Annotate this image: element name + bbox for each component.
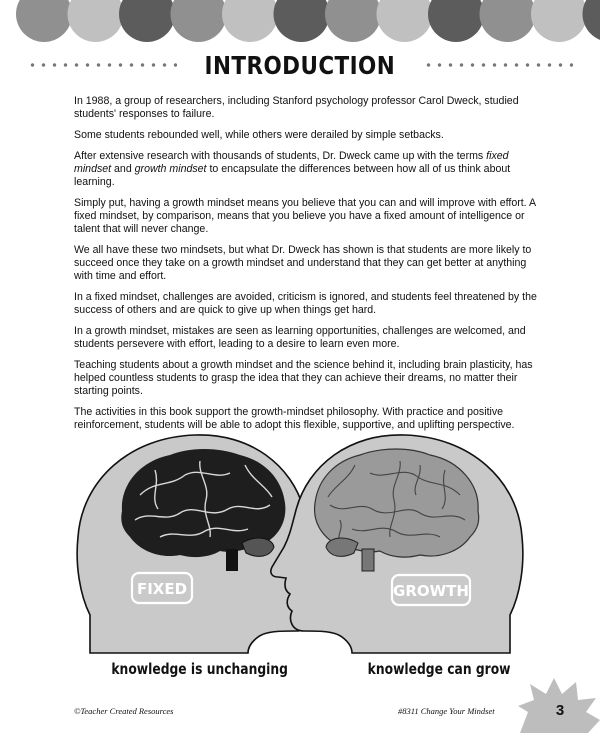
paragraph: In a fixed mindset, challenges are avoided, criticism is ignored, and students feel threatened by the success of others and are quick to give up when things get hard.: [74, 291, 537, 316]
header-circle: [222, 0, 278, 42]
header-circle: [171, 0, 227, 42]
header-circles: [0, 0, 600, 44]
paragraph: Simply put, having a growth mindset means you believe that you can and will improve with effort. A fixed mindset, by comparison, means that you believe you have a fixed amount of intelligence or talent that will never change.: [74, 197, 536, 235]
header-circle: [531, 0, 587, 42]
title-row: [0, 50, 600, 80]
growth-cerebellum: [326, 538, 358, 556]
paragraph: Teaching students about a growth mindset and the science behind it, including brain plasticity, has helped countless students to grasp the idea that they can achieve their dreams, no matter their starting points.: [74, 359, 533, 397]
growth-label: GROWTH: [393, 582, 469, 600]
header-circle: [16, 0, 72, 42]
header-circle: [377, 0, 433, 42]
paragraph: In 1988, a group of researchers, including Stanford psychology professor Carol Dweck, studied students' responses to failure.: [74, 95, 519, 120]
header-circle: [325, 0, 381, 42]
header-circle: [119, 0, 175, 42]
growth-head: [271, 435, 523, 653]
paragraph: In a growth mindset, mistakes are seen as learning opportunities, challenges are welcomed, and students persevere with effort, leading to a desire to learn even more.: [74, 325, 526, 350]
page-title: INTRODUCTION: [204, 50, 396, 80]
growth-caption: knowledge can grow: [367, 660, 511, 678]
footer-book-title: #8311 Change Your Mindset: [398, 706, 495, 716]
fixed-brainstem: [226, 549, 238, 571]
header-circle: [428, 0, 484, 42]
paragraph: Some students rebounded well, while others were derailed by simple setbacks.: [74, 129, 444, 141]
fixed-caption: knowledge is unchanging: [111, 660, 288, 678]
header-circle: [583, 0, 600, 42]
mindset-heads-illustration: [60, 425, 540, 655]
header-circle: [274, 0, 330, 42]
left-dot-divider: [27, 63, 177, 67]
introduction-body: [74, 95, 544, 440]
page-number: 3: [555, 702, 565, 719]
fixed-label: FIXED: [136, 580, 188, 598]
right-dot-divider: [423, 63, 573, 67]
header-circle: [68, 0, 124, 42]
header-circle: [480, 0, 536, 42]
fixed-cerebellum: [242, 538, 274, 556]
growth-brainstem: [362, 549, 374, 571]
footer-copyright: ©Teacher Created Resources: [74, 706, 174, 716]
paragraph: After extensive research with thousands of students, Dr. Dweck came up with the terms fixed mindset and growth mindset to encapsulate the differences between how all of us think about learning.: [74, 150, 511, 188]
paragraph: We all have these two mindsets, but what Dr. Dweck has shown is that students are more likely to succeed once they take on a growth mindset and understand that they can get better at anything with time and effort.: [74, 244, 532, 282]
paragraph: The activities in this book support the growth-mindset philosophy. With practice and positive reinforcement, students will be able to adopt this flexible, supportive, and uplifting perspective.: [74, 406, 515, 431]
